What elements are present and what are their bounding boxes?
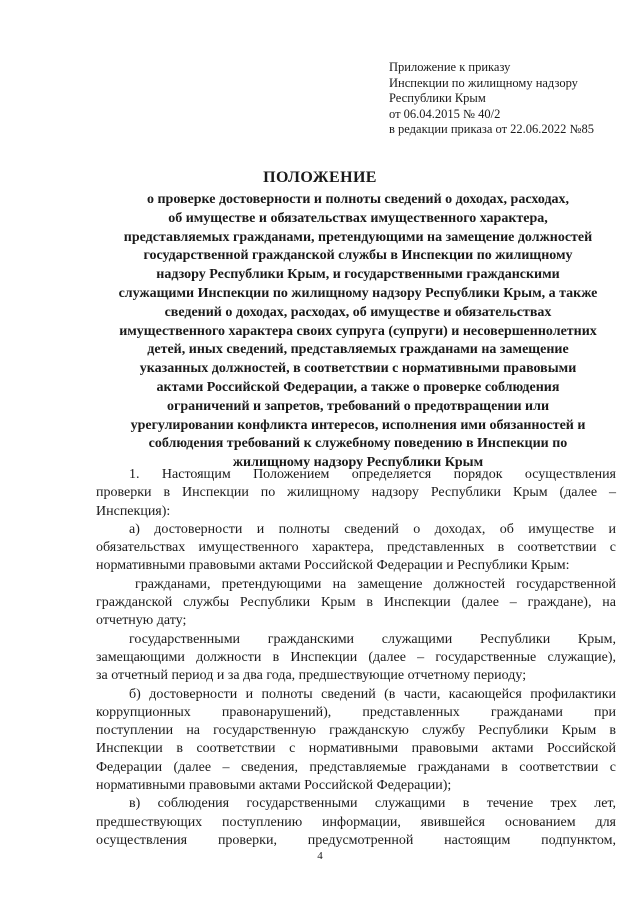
appendix-header-line: в редакции приказа от 22.06.2022 №85 xyxy=(389,122,594,137)
subtitle-line: урегулировании конфликта интересов, исполнения ими обязанностей и xyxy=(130,417,586,433)
body-line: нормативными правовыми актами Российской Федерации и Республики Крым: xyxy=(96,558,570,574)
body-line: замещающими должности в Инспекции (далее – государственные служащие), xyxy=(96,649,616,665)
subtitle-line: об имуществе и обязательствах имущественного характера, xyxy=(168,210,548,226)
subtitle-line: жилищному надзору Республики Крым xyxy=(232,455,484,471)
subtitle-line: государственной гражданской службы в Инспекции по жилищному xyxy=(143,248,573,264)
document-body xyxy=(96,466,616,850)
page-number: 4 xyxy=(317,850,323,862)
body-line: Инспекции в соответствии с нормативными правовыми актами Российской xyxy=(96,741,616,757)
appendix-header-line: от 06.04.2015 № 40/2 xyxy=(389,106,501,121)
body-line: Федерации (далее – сведения, представляемые гражданами в соответствии с xyxy=(96,759,616,775)
body-line: гражданской службы Республики Крым в Инспекции (далее – граждане), на xyxy=(96,595,616,611)
body-line: нормативными правовыми актами Российской Федерации); xyxy=(96,778,452,794)
body-line: отчетную дату; xyxy=(96,613,187,629)
body-line: 1. Настоящим Положением определяется порядок осуществления xyxy=(129,467,616,482)
subtitle-line: имущественного характера своих супруга (супруги) и несовершеннолетних xyxy=(119,323,597,339)
body-line: предшествующих поступлению информации, явившейся основанием для xyxy=(96,814,616,830)
body-line: гражданами, претендующими на замещение должностей государственной xyxy=(135,576,616,592)
subtitle-line: служащими Инспекции по жилищному надзору Республики Крым, а также xyxy=(118,285,598,301)
body-line: коррупционных правонарушений), представленных гражданами при xyxy=(96,704,616,720)
subtitle-line: детей, иных сведений, представляемых гражданами на замещение xyxy=(147,342,569,358)
body-line: государственными гражданскими служащими Республики Крым, xyxy=(129,631,616,647)
body-line: Инспекция): xyxy=(96,503,171,519)
body-line: в) соблюдения государственными служащими в течение трех лет, xyxy=(129,796,616,812)
subtitle-line: надзору Республики Крым, и государственными гражданскими xyxy=(156,267,560,283)
document-subtitle xyxy=(108,191,608,473)
appendix-header-line: Приложение к приказу xyxy=(389,60,511,74)
subtitle-line: соблюдения требований к служебному поведению в Инспекции по xyxy=(148,436,568,452)
body-line: за отчетный период и за два года, предшествующие отчетному периоду; xyxy=(96,668,527,684)
document-title: ПОЛОЖЕНИЕ xyxy=(263,169,377,186)
subtitle-line: о проверке достоверности и полноты сведений о доходах, расходах, xyxy=(146,192,570,207)
body-line: проверки в Инспекции по жилищному надзору Республики Крым (далее – xyxy=(96,485,616,501)
subtitle-line: указанных должностей, в соответствии с нормативными правовыми xyxy=(139,361,577,377)
subtitle-line: представляемых гражданами, претендующими на замещение должностей xyxy=(123,229,593,245)
subtitle-line: актами Российской Федерации, а также о проверке соблюдения xyxy=(156,379,560,395)
appendix-header-line: Республики Крым xyxy=(389,91,486,106)
subtitle-line: сведений о доходах, расходах, об имуществе и обязательствах xyxy=(164,304,552,320)
body-line: осуществления проверки, предусмотренной настоящим подпунктом, xyxy=(96,832,616,848)
appendix-header xyxy=(389,60,629,138)
subtitle-line: ограничений и запретов, требований о предотвращении или xyxy=(166,398,550,414)
body-line: поступлении на государственную гражданскую службу Республики Крым в xyxy=(96,723,616,739)
body-line: б) достоверности и полноты сведений (в части, касающейся профилактики xyxy=(129,686,616,702)
body-line: обязательствах имущественного характера, представленных в соответствии с xyxy=(96,540,616,556)
body-line: а) достоверности и полноты сведений о доходах, об имуществе и xyxy=(129,521,616,537)
appendix-header-line: Инспекции по жилищному надзору xyxy=(389,75,578,90)
